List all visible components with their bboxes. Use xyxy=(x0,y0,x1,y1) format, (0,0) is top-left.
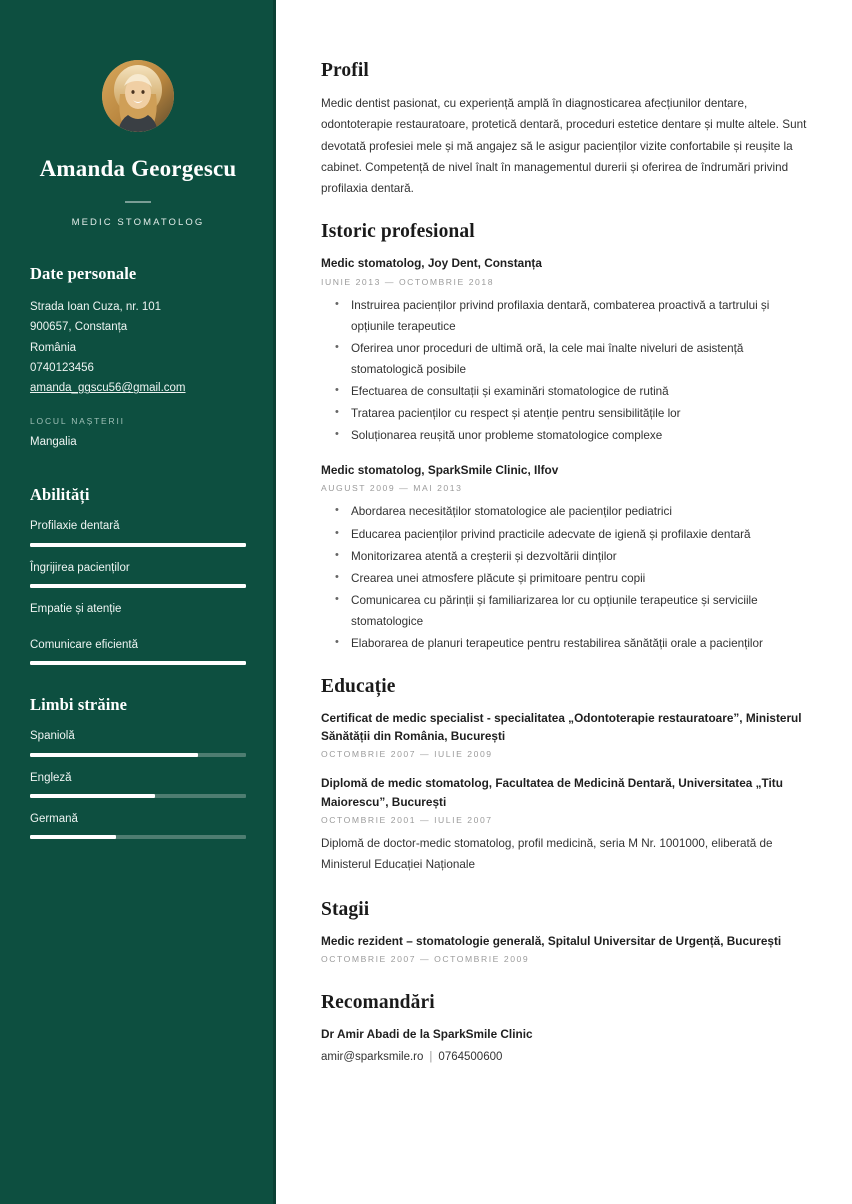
section-istoric-profesional xyxy=(321,221,807,653)
address-city: 900657, Constanța xyxy=(30,321,128,334)
education-entry xyxy=(321,774,807,875)
job-bullet-list xyxy=(321,295,807,446)
education-description: Diplomă de doctor-medic stomatolog, profil medicină, seria M Nr. 1001000, eliberată de Ministerul Educației Naționale xyxy=(321,837,773,872)
education-date-range: OCTOMBRIE 2007 — OCTOMBRIE 2009 xyxy=(321,954,530,965)
skill-item xyxy=(30,518,246,546)
education-title: Diplomă de medic stomatolog, Facultatea de Medicină Dentară, Universitatea „Titu Maiorescu”, București xyxy=(321,776,783,809)
job-bullet: • Monitorizarea atentă a creșterii și dezvoltării dinților xyxy=(321,546,807,567)
skill-bar-track xyxy=(30,584,246,588)
stagii-heading: Stagii xyxy=(321,899,370,921)
educatie-heading: Educație xyxy=(321,675,396,697)
skill-bar-track xyxy=(30,661,246,665)
job-bullet: • Efectuarea de consultații și examinări stomatologice de rutină xyxy=(321,381,807,402)
skill-label: Îngrijirea pacienților xyxy=(30,561,130,574)
job-entry xyxy=(321,461,807,654)
language-bar-fill xyxy=(30,753,198,757)
language-item xyxy=(30,728,246,756)
section-profil xyxy=(321,60,807,199)
skill-item xyxy=(30,601,246,618)
language-label: Spaniolă xyxy=(30,730,75,743)
education-date-range: OCTOMBRIE 2001 — IULIE 2007 xyxy=(321,815,493,826)
language-bar-fill xyxy=(30,835,116,839)
skill-item xyxy=(30,637,246,665)
job-bullet: • Crearea unei atmosfere plăcute și primitoare pentru copii xyxy=(321,568,807,589)
job-bullet: • Tratarea pacienților cu respect și atenție pentru sensibilitățile lor xyxy=(321,403,807,424)
skill-bar-fill xyxy=(30,661,246,665)
language-item xyxy=(30,770,246,798)
languages-list xyxy=(30,728,246,839)
recomandari-heading: Recomandări xyxy=(321,992,435,1014)
country: România xyxy=(30,341,77,354)
name-divider xyxy=(125,201,151,203)
languages-heading: Limbi străine xyxy=(30,695,128,715)
skill-label: Profilaxie dentară xyxy=(30,520,120,533)
job-title: MEDIC STOMATOLOG xyxy=(71,216,205,228)
reference-phone: 0764500600 xyxy=(438,1050,503,1063)
education-title: Certificat de medic specialist - specialitatea „Odontoterapie restauratoare”, Ministerul Sănătății din România, București xyxy=(321,710,802,744)
main-content xyxy=(276,0,852,1204)
section-stagii xyxy=(321,899,807,964)
personal-details-heading: Date personale xyxy=(30,263,137,283)
job-bullet: • Soluționarea reușită unor probleme stomatologice complexe xyxy=(321,425,807,446)
job-bullet: • Educarea pacienților privind practicile adecvate de igienă și profilaxie dentară xyxy=(321,524,807,545)
reference-email[interactable]: amir@sparksmile.ro xyxy=(321,1050,424,1063)
phone: 0740123456 xyxy=(30,361,94,374)
language-label: Germană xyxy=(30,812,78,825)
skills-block xyxy=(30,485,246,665)
istoric-entries xyxy=(321,254,807,653)
birthplace-label: LOCUL NAȘTERII xyxy=(30,415,125,426)
skill-label: Comunicare eficientă xyxy=(30,639,139,652)
language-bar-track xyxy=(30,753,246,757)
avatar-wrap xyxy=(30,60,246,132)
profil-heading: Profil xyxy=(321,60,369,81)
skill-bar-fill xyxy=(30,584,246,588)
education-entry xyxy=(321,709,807,760)
skill-item xyxy=(30,560,246,588)
language-bar-fill xyxy=(30,794,155,798)
istoric-heading: Istoric profesional xyxy=(321,221,475,243)
job-date-range: AUGUST 2009 — MAI 2013 xyxy=(321,483,463,494)
language-bar-track xyxy=(30,835,246,839)
job-title-text: Medic stomatolog, Joy Dent, Constanța xyxy=(321,256,542,271)
skills-heading: Abilități xyxy=(30,485,90,505)
email-link[interactable]: amanda_ggscu56@gmail.com xyxy=(30,382,186,395)
profile-photo-icon xyxy=(102,60,174,132)
education-date-range: OCTOMBRIE 2007 — IULIE 2009 xyxy=(321,749,493,760)
reference-separator: | xyxy=(429,1050,433,1063)
job-entry xyxy=(321,254,807,446)
job-bullet: • Comunicarea cu părinții și familiarizarea lor cu opțiunile terapeutice și serviciile stomatologice xyxy=(321,590,807,632)
section-recomandari xyxy=(321,992,807,1067)
full-name: Amanda Georgescu xyxy=(39,156,237,181)
job-bullet: • Elaborarea de planuri terapeutice pentru restabilirea sănătății orale a pacienților xyxy=(321,633,807,654)
stagii-entries xyxy=(321,932,807,964)
personal-details-block xyxy=(30,264,246,453)
address-street: Strada Ioan Cuza, nr. 101 xyxy=(30,300,162,313)
job-bullet: • Instruirea pacienților privind profilaxia dentară, combaterea proactivă a tartrului și opțiunile terapeutice xyxy=(321,295,807,337)
job-date-range: IUNIE 2013 — OCTOMBRIE 2018 xyxy=(321,276,495,287)
skill-label: Empatie și atenție xyxy=(30,602,122,615)
section-educatie xyxy=(321,676,807,875)
reference-name: Dr Amir Abadi de la SparkSmile Clinic xyxy=(321,1027,533,1042)
language-label: Engleză xyxy=(30,771,72,784)
education-entry xyxy=(321,932,807,964)
reference-contact xyxy=(321,1048,807,1068)
skill-bar-track xyxy=(30,543,246,547)
job-title-text: Medic stomatolog, SparkSmile Clinic, Ilfov xyxy=(321,463,559,478)
skills-list xyxy=(30,518,246,665)
language-bar-track xyxy=(30,794,246,798)
educatie-entries xyxy=(321,709,807,875)
avatar xyxy=(102,60,174,132)
languages-block xyxy=(30,695,246,839)
job-bullet-list xyxy=(321,501,807,653)
birthplace-value: Mangalia xyxy=(30,435,77,448)
profil-text: Medic dentist pasionat, cu experiență amplă în diagnosticarea afecțiunilor dentare, odontoterapie restauratoare, protetică dentară, proceduri estetice dentare și multe altele. Sunt devotată profesiei mele și mă angajez să le asigur pacienților vizite confortabile și reușite la cabinet. Competență de nivel înalt în managementul durerii și oferirea de îndrumări privind profilaxia dentară. xyxy=(321,97,807,196)
sidebar xyxy=(0,0,276,1204)
job-bullet: • Abordarea necesităților stomatologice ale pacienților pediatrici xyxy=(321,501,807,522)
language-item xyxy=(30,811,246,839)
job-bullet: • Oferirea unor proceduri de ultimă oră, la cele mai înalte niveluri de asistență stomatologică posibile xyxy=(321,338,807,380)
skill-bar-fill xyxy=(30,543,246,547)
education-title: Medic rezident – stomatologie generală, Spitalul Universitar de Urgență, București xyxy=(321,934,782,949)
